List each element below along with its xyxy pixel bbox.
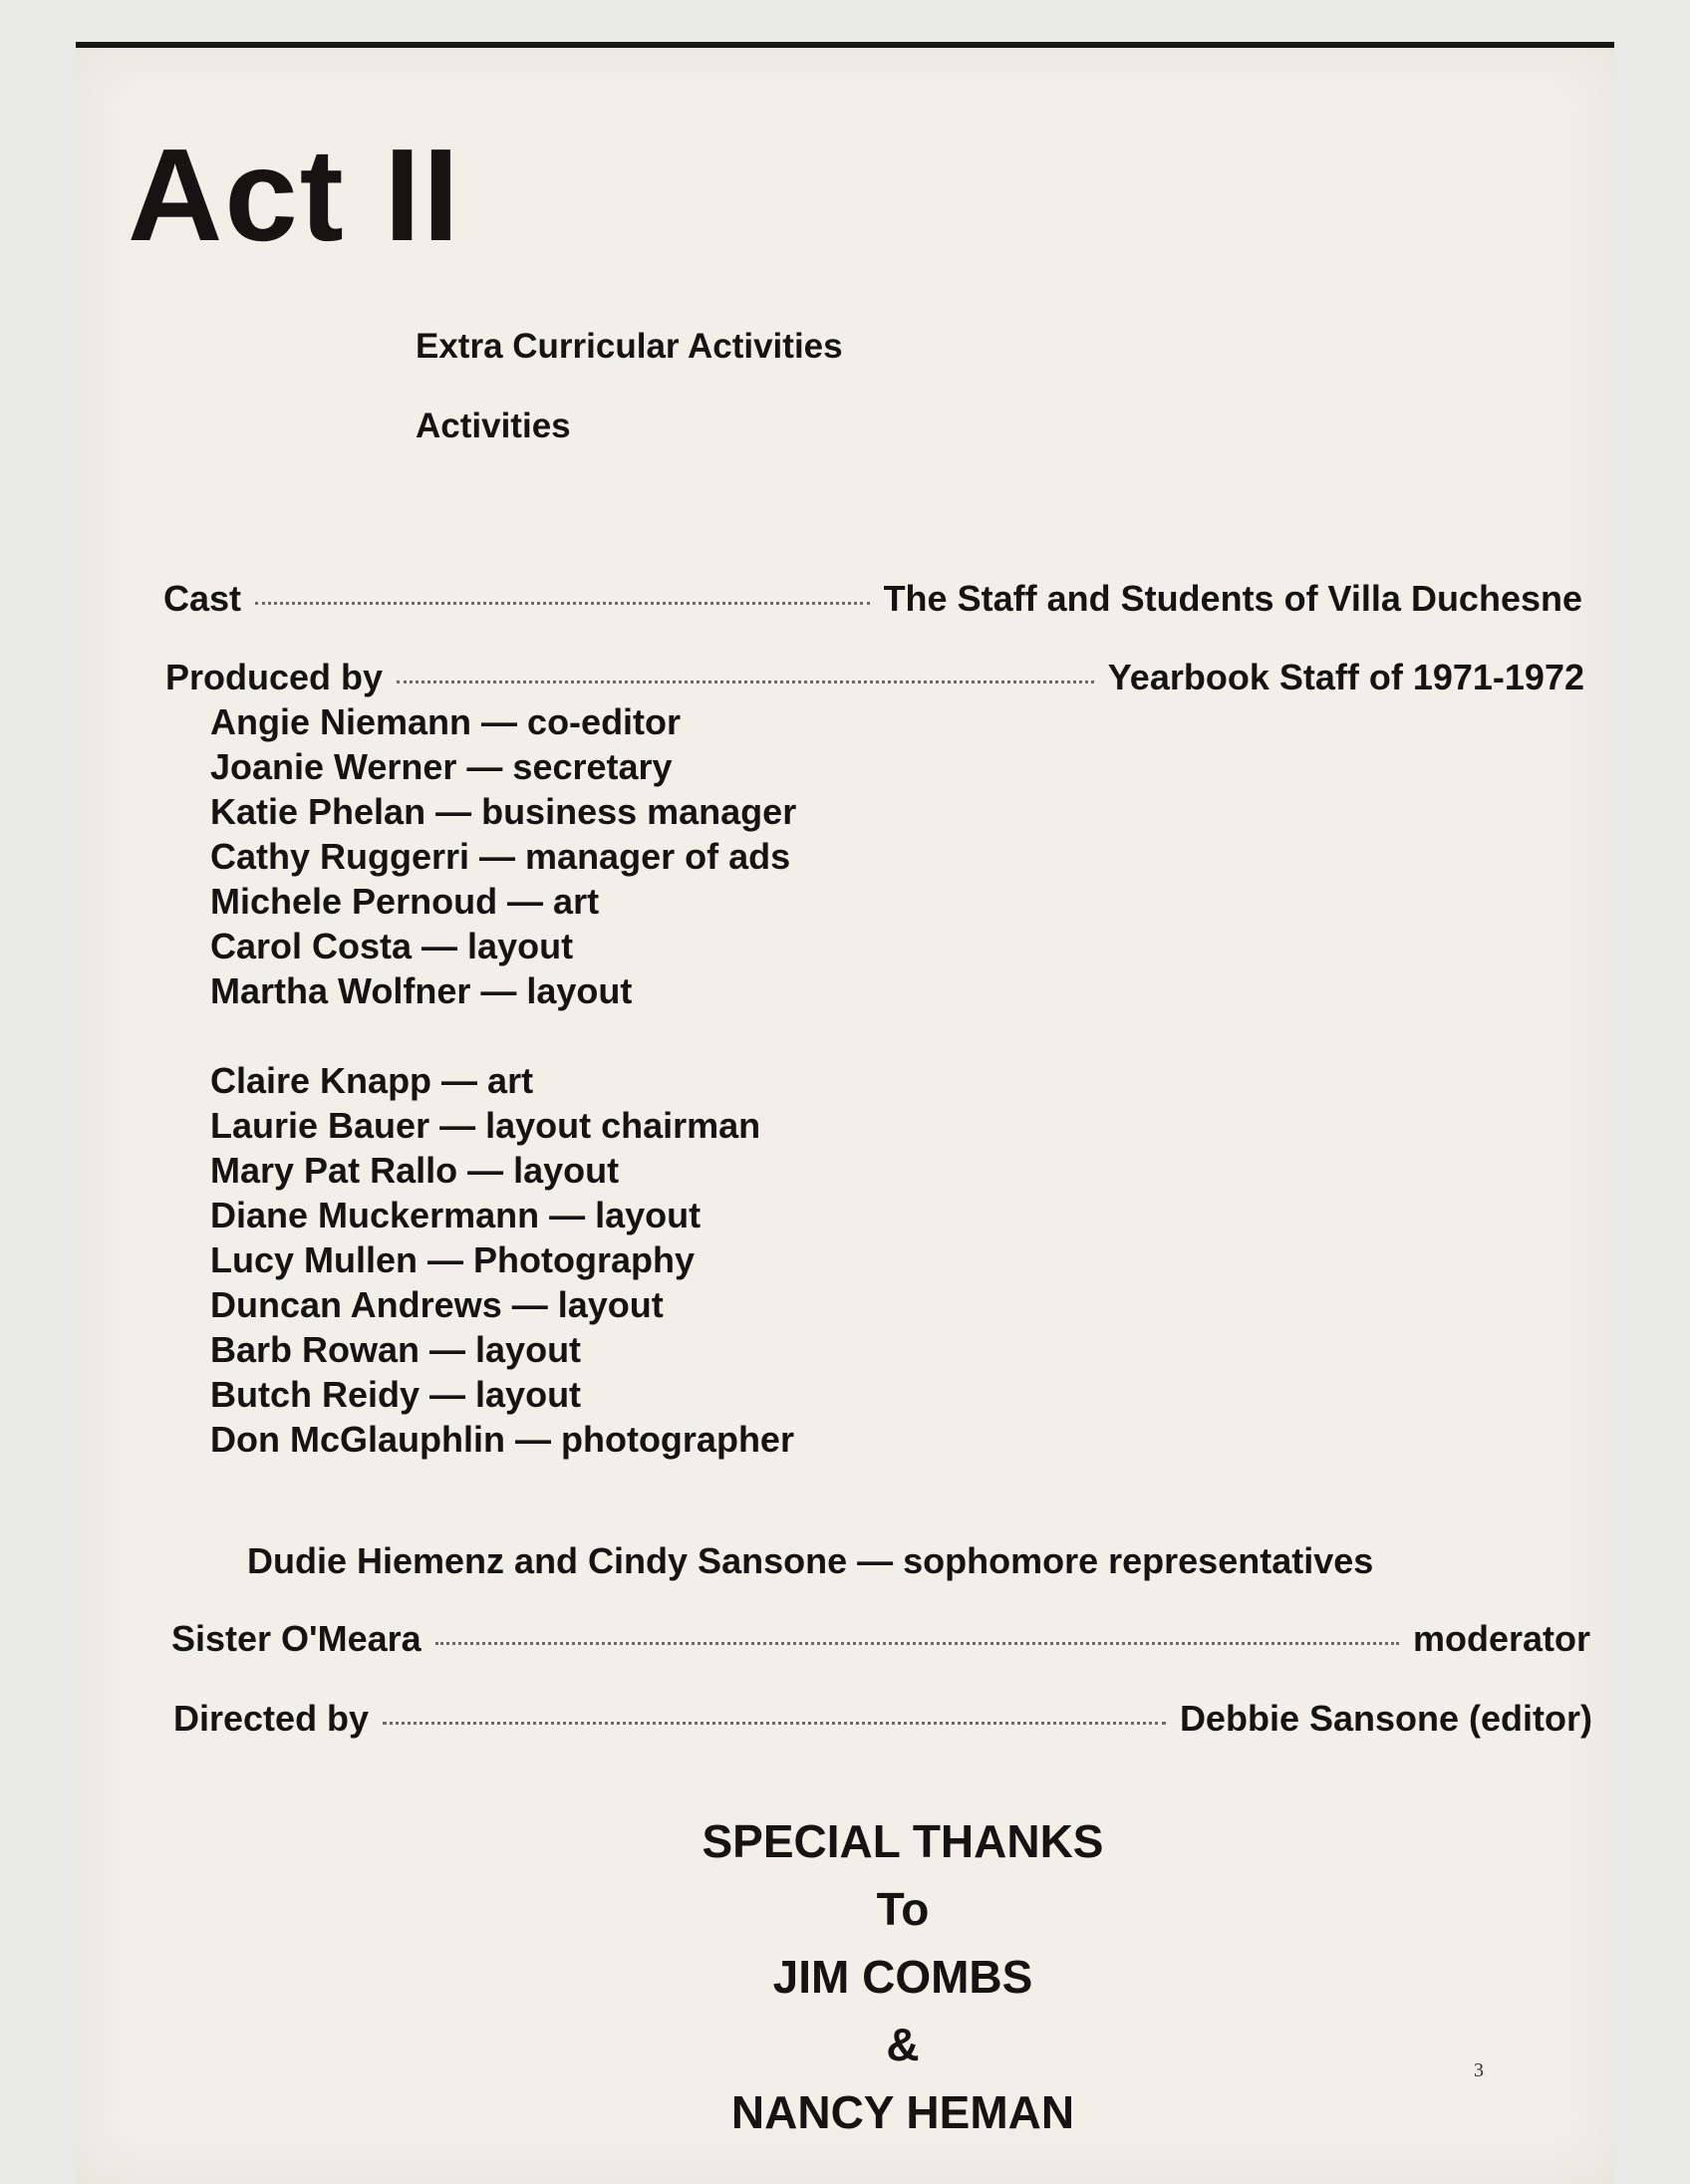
cast-value: The Staff and Students of Villa Duchesne: [883, 578, 1582, 619]
thanks-name-1: JIM COMBS: [772, 1951, 1033, 2003]
page-title: Act II: [128, 122, 461, 268]
staff-member: Martha Wolfner — layout: [210, 970, 633, 1011]
produced-by-value: Yearbook Staff of 1971-1972: [1107, 657, 1584, 697]
staff-member: Barb Rowan — layout: [210, 1329, 582, 1370]
staff-member: Joanie Werner — secretary: [210, 746, 673, 787]
subtitle-extra-curricular: Extra Curricular Activities: [416, 327, 843, 366]
staff-member: Don McGlauphlin — photographer: [210, 1419, 794, 1460]
special-thanks-to: To: [876, 1883, 930, 1935]
subtitle-activities: Activities: [416, 407, 571, 445]
staff-member: Katie Phelan — business manager: [210, 791, 797, 832]
moderator-row: [171, 1618, 1590, 1660]
page-number: 3: [1474, 2059, 1484, 2081]
moderator-value: moderator: [1412, 1618, 1590, 1659]
directed-by-row: [173, 1698, 1592, 1740]
special-thanks-block: [504, 1807, 1301, 2146]
staff-member: Claire Knapp — art: [210, 1060, 534, 1101]
staff-member: Butch Reidy — layout: [210, 1374, 582, 1415]
page-top-rule: [76, 42, 1614, 48]
staff-member: Laurie Bauer — layout chairman: [210, 1105, 761, 1146]
cast-label: Cast: [163, 578, 242, 619]
directed-by-label: Directed by: [173, 1698, 370, 1739]
special-thanks-heading: SPECIAL THANKS: [702, 1815, 1104, 1867]
thanks-name-2: NANCY HEMAN: [730, 2086, 1075, 2138]
moderator-label: Sister O'Meara: [171, 1618, 422, 1659]
dot-leader: [397, 681, 1094, 683]
sophomore-representatives: Dudie Hiemenz and Cindy Sansone — sophomore representatives: [247, 1540, 1374, 1581]
staff-member: Lucy Mullen — Photography: [210, 1239, 696, 1280]
directed-by-value: Debbie Sansone (editor): [1179, 1698, 1592, 1739]
staff-member: Angie Niemann — co-editor: [210, 701, 682, 742]
staff-member: Carol Costa — layout: [210, 926, 574, 966]
staff-member: Cathy Ruggerri — manager of ads: [210, 836, 791, 877]
yearbook-page: [76, 42, 1614, 2184]
produced-by-row: [165, 657, 1584, 698]
thanks-ampersand: &: [886, 2019, 920, 2070]
dot-leader: [435, 1642, 1399, 1645]
dot-leader: [383, 1722, 1166, 1725]
dot-leader: [255, 602, 870, 605]
staff-member: Diane Muckermann — layout: [210, 1195, 702, 1235]
staff-member: Mary Pat Rallo — layout: [210, 1150, 620, 1191]
staff-member: Duncan Andrews — layout: [210, 1284, 664, 1325]
cast-row: [163, 578, 1582, 620]
produced-by-label: Produced by: [165, 657, 384, 697]
staff-member: Michele Pernoud — art: [210, 881, 600, 922]
staff-list-group-1: [210, 699, 796, 1013]
staff-list-group-2: [210, 1058, 794, 1462]
